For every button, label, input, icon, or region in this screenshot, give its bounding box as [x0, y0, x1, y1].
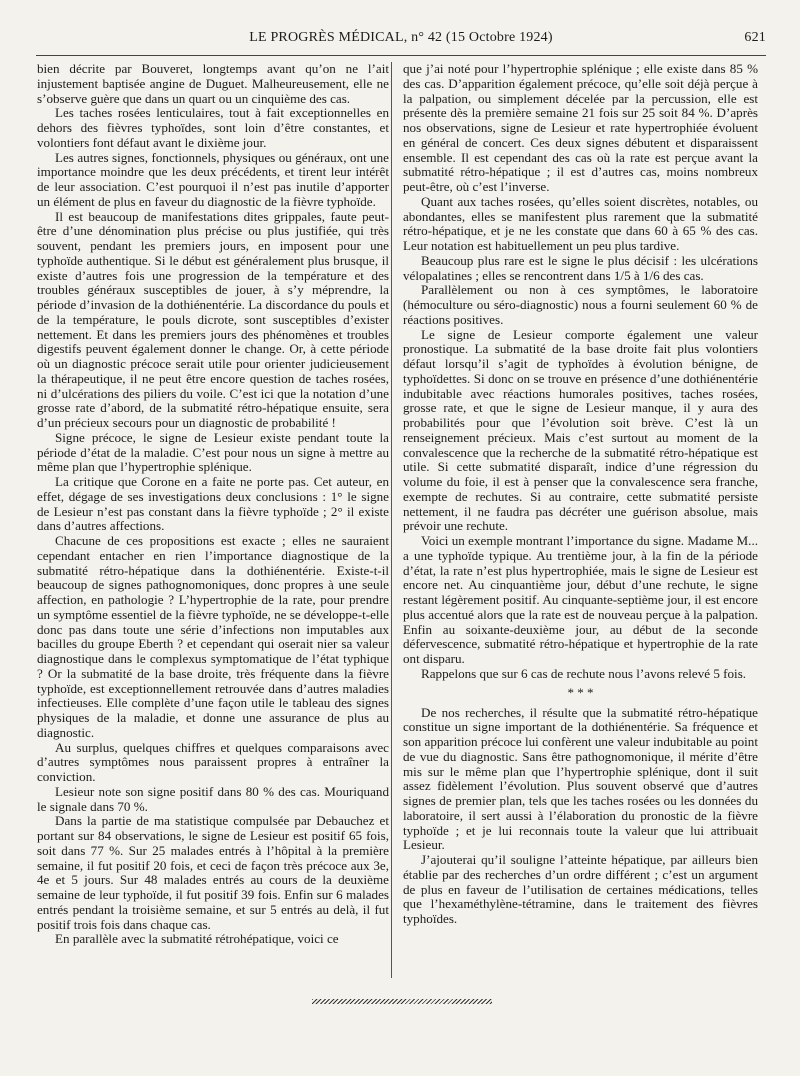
section-separator: * * *: [567, 684, 594, 700]
paragraph: Beaucoup plus rare est le signe le plus décisif : les ulcérations vélopalatines ; elles se rencontrent dans 1/5 à 1/6 des cas.: [403, 252, 758, 283]
paragraph: Quant aux taches rosées, qu’elles soient discrètes, notables, ou abondantes, elles se manifestent plus rarement que la submatité rétro-hépatique, et je ne les constate que dans 60 à 65 % des cas. Leur notation est habituellement un peu plus tardive.: [403, 193, 758, 253]
paragraph: Les taches rosées lenticulaires, tout à fait exceptionnelles en dehors des fièvres typhoïdes, sont loin d’être constantes, et volontiers font défaut avant le dixième jour.: [37, 105, 389, 150]
paragraph: Il est beaucoup de manifestations dites grippales, faute peut-être d’une dénomination plus précise ou plus justifiée, qui très souvent, pendant les premiers jours, en imposent pour une typhoïde authentique. Si le début est généralement plus brusque, il existe d’autres fois une progression de la température et des troubles généraux susceptibles de jouer, à s’y méprendre, la période d’invasion de la dothiénentérie. La discordance du pouls et de la température, le pouls dicrote, sont susceptibles d’exister nettement. Et dans les premiers jours des phénomènes et troubles digestifs peuvent également donner le change. Or, à cette période où un diagnostic précoce serait utile pour orienter judicieusement la thérapeutique, il ne peut être encore question de taches rosées, ni d’ulcérations des piliers du voile. C’est ici que la notation d’une grosse rate d’abord, de la submatité rétro-hépatique ensuite, sera d’un précieux secours pour un diagnostic de probabilité !: [37, 208, 389, 430]
paragraph: Parallèlement ou non à ces symptômes, le laboratoire (hémoculture ou séro-diagnostic) nous a fourni seulement 60 % de réactions positives.: [403, 282, 758, 327]
running-title: LE PROGRÈS MÉDICAL, n° 42 (15 Octobre 1924): [249, 30, 553, 45]
paragraph: Lesieur note son signe positif dans 80 % des cas. Mouriquand le signale dans 70 %.: [37, 783, 389, 814]
paragraph: que j’ai noté pour l’hypertrophie splénique ; elle existe dans 85 % des cas. D’apparition également précoce, qu’elle soit déjà perçue à la palpation, ou simplement décelée par la percussion, elle est présente dès la première semaine 21 fois sur 25 soit 84 %. D’après nos observations, signe de Lesieur et rate hypertrophiée évoluent en général de concert. Ces deux signes débutent et disparaissent ensemble. Il est cependant des cas où la rate est perçue avant la submatité rétro-hépatique ; il est d’autres cas, moins nombreux peut-être, où c’est l’inverse.: [403, 61, 758, 194]
paragraph: La critique que Corone en a faite ne porte pas. Cet auteur, en effet, dégage de ses investigations deux conclusions : 1° le signe de Lesieur n’est pas constant dans la fièvre typhoïde ; 2° il existe dans d’autres affections.: [37, 474, 389, 534]
paragraph: Au surplus, quelques chiffres et quelques comparaisons avec d’autres symptômes nous paraissent propres à entraîner la conviction.: [37, 739, 389, 784]
paragraph: Signe précoce, le signe de Lesieur existe pendant toute la période d’état de la maladie. C’est pour nous un signe à mettre au même plan que l’hypertrophie splénique.: [37, 429, 389, 475]
left-column: [37, 62, 389, 947]
paragraph: Voici un exemple montrant l’importance du signe. Madame M... a une typhoïde typique. Au trentième jour, à la fin de la période d’état, la rate n’est plus hypertrophiée, mais le signe de Lesieur est encore net. Au cinquantième jour, début d’une rechute, le signe restant légèrement positif. Au cinquante-septième jour, il est encore plus accentué alors que la rate est de nouveau perçue à la palpation. Enfin au soixante-deuxième jour, au début de la seconde défervescence, submatité rétro-hépatique et hypertrophie de la rate ont disparu.: [403, 533, 758, 666]
paragraph: Rappelons que sur 6 cas de rechute nous l’avons relevé 5 fois.: [421, 665, 747, 681]
page-number: 621: [744, 30, 766, 45]
paragraph: bien décrite par Bouveret, longtemps avant qu’on ne l’ait injustement baptisée angine de Duguet. Malheureusement, elle ne s’observe guère que dans un quart ou un cinquième des cas.: [37, 61, 389, 106]
right-column: [403, 62, 758, 927]
paragraph: Le signe de Lesieur comporte également une valeur pronostique. La submatité de la base droite fait plus volontiers défaut lorsqu’il s’agit de typhoïdes à évolution bénigne, de typhoïdettes. Si donc on se trouve en présence d’une dothiénentérie indubitable avec réactions humorales positives, taches rosées, grosse rate, et que le signe de Lesieur manque, il y aura des probabilités pour que l’évolution soit brève. C’est là un renseignement précieux. Mais c’est surtout au moment de la convalescence que la recherche de la submatité rétro-hépatique est utile. Si cette submatité disparaît, indice d’une régression du volume du foie, il est à penser que la convalescence sera franche, exempte de rechutes. Si au contraire, cette submatité persiste nettement, il ne faudra pas décréter une guérison absolue, mais prévoir une rechute.: [403, 326, 758, 534]
header-rule: [36, 55, 766, 56]
running-header: [36, 30, 766, 50]
paragraph: Dans la partie de ma statistique compulsée par Debauchez et portant sur 84 observations, le signe de Lesieur est positif 65 fois, soit dans 77 %. Sur 25 malades entrés à l’hôpital à la première semaine, il fut positif 20 fois, et ceci de façon très précoce aux 3e, 4e et 5 jours. Sur 48 malades entrés au cours de la deuxième semaine de leur typhoïde, il fut positif 39 fois. Enfin sur 6 malades entrés pendant la troisième semaine, et sur 5 entrés au delà, il fut positif trois fois dans chaque cas.: [37, 813, 389, 932]
paragraph: Les autres signes, fonctionnels, physiques ou généraux, ont une importance moindre que les deux précédents, et tirent leur intérêt de leur association. C’est pourquoi il n’est pas inutile d’apporter un élément de plus en faveur du diagnostic de la fièvre typhoïde.: [37, 149, 389, 209]
paragraph: J’ajouterai qu’il souligne l’atteinte hépatique, par ailleurs bien établie par des recherches d’un ordre différent ; c’est un argument de plus en faveur de l’utilisation de certaines médications, telles que l’hexaméthylène-tétramine, dans le traitement des fièvres typhoïdes.: [403, 852, 758, 926]
paragraph: Chacune de ces propositions est exacte ; elles ne sauraient cependant entacher en rien l’importance diagnostique de la submatité rétro-hépatique dans la dothiénentérie. Existe-t-il beaucoup de signes pathognomoniques, donc propres à une seule affection, en pathologie ? L’hypertrophie de la rate, pour prendre un symptôme essentiel de la fièvre typhoïde, ne se développe-t-elle donc pas dans toute une série d’infections non imputables aux bacilles du groupe Eberth ? et cependant qui oserait nier sa valeur diagnostique dans le complexus symptomatique de l’état typhique ? Or la submatité de la base droite, très fréquente dans la fièvre typhoïde, est exceptionnellement retrouvée dans d’autres maladies infectieuses. Elle complète d’une façon utile le tableau des signes physiques de la maladie, et donne une assurance de plus au diagnostic.: [37, 533, 389, 740]
paragraph: En parallèle avec la submatité rétrohépatique, voici ce: [55, 931, 339, 947]
end-ornament-rule: [312, 999, 492, 1004]
column-divider: [391, 62, 392, 978]
paragraph: De nos recherches, il résulte que la submatité rétro-hépatique constitue un signe important de la dothiénentérie. Sa fréquence et son apparition précoce lui confèrent une valeur indubitable au point de vue du diagnostic. Sans être pathognomonique, il mérite d’être mis sur le même plan que l’hypertrophie splénique, dont il suit assez fidèlement l’évolution. Plus souvent observé que d’autres signes de premier plan, tels que les taches rosées ou les données du laboratoire, il sert aussi à l’élaboration du pronostic de la fièvre typhoïde ; et je lui reconnais toute la valeur que lui attribuait Lesieur.: [403, 704, 758, 853]
